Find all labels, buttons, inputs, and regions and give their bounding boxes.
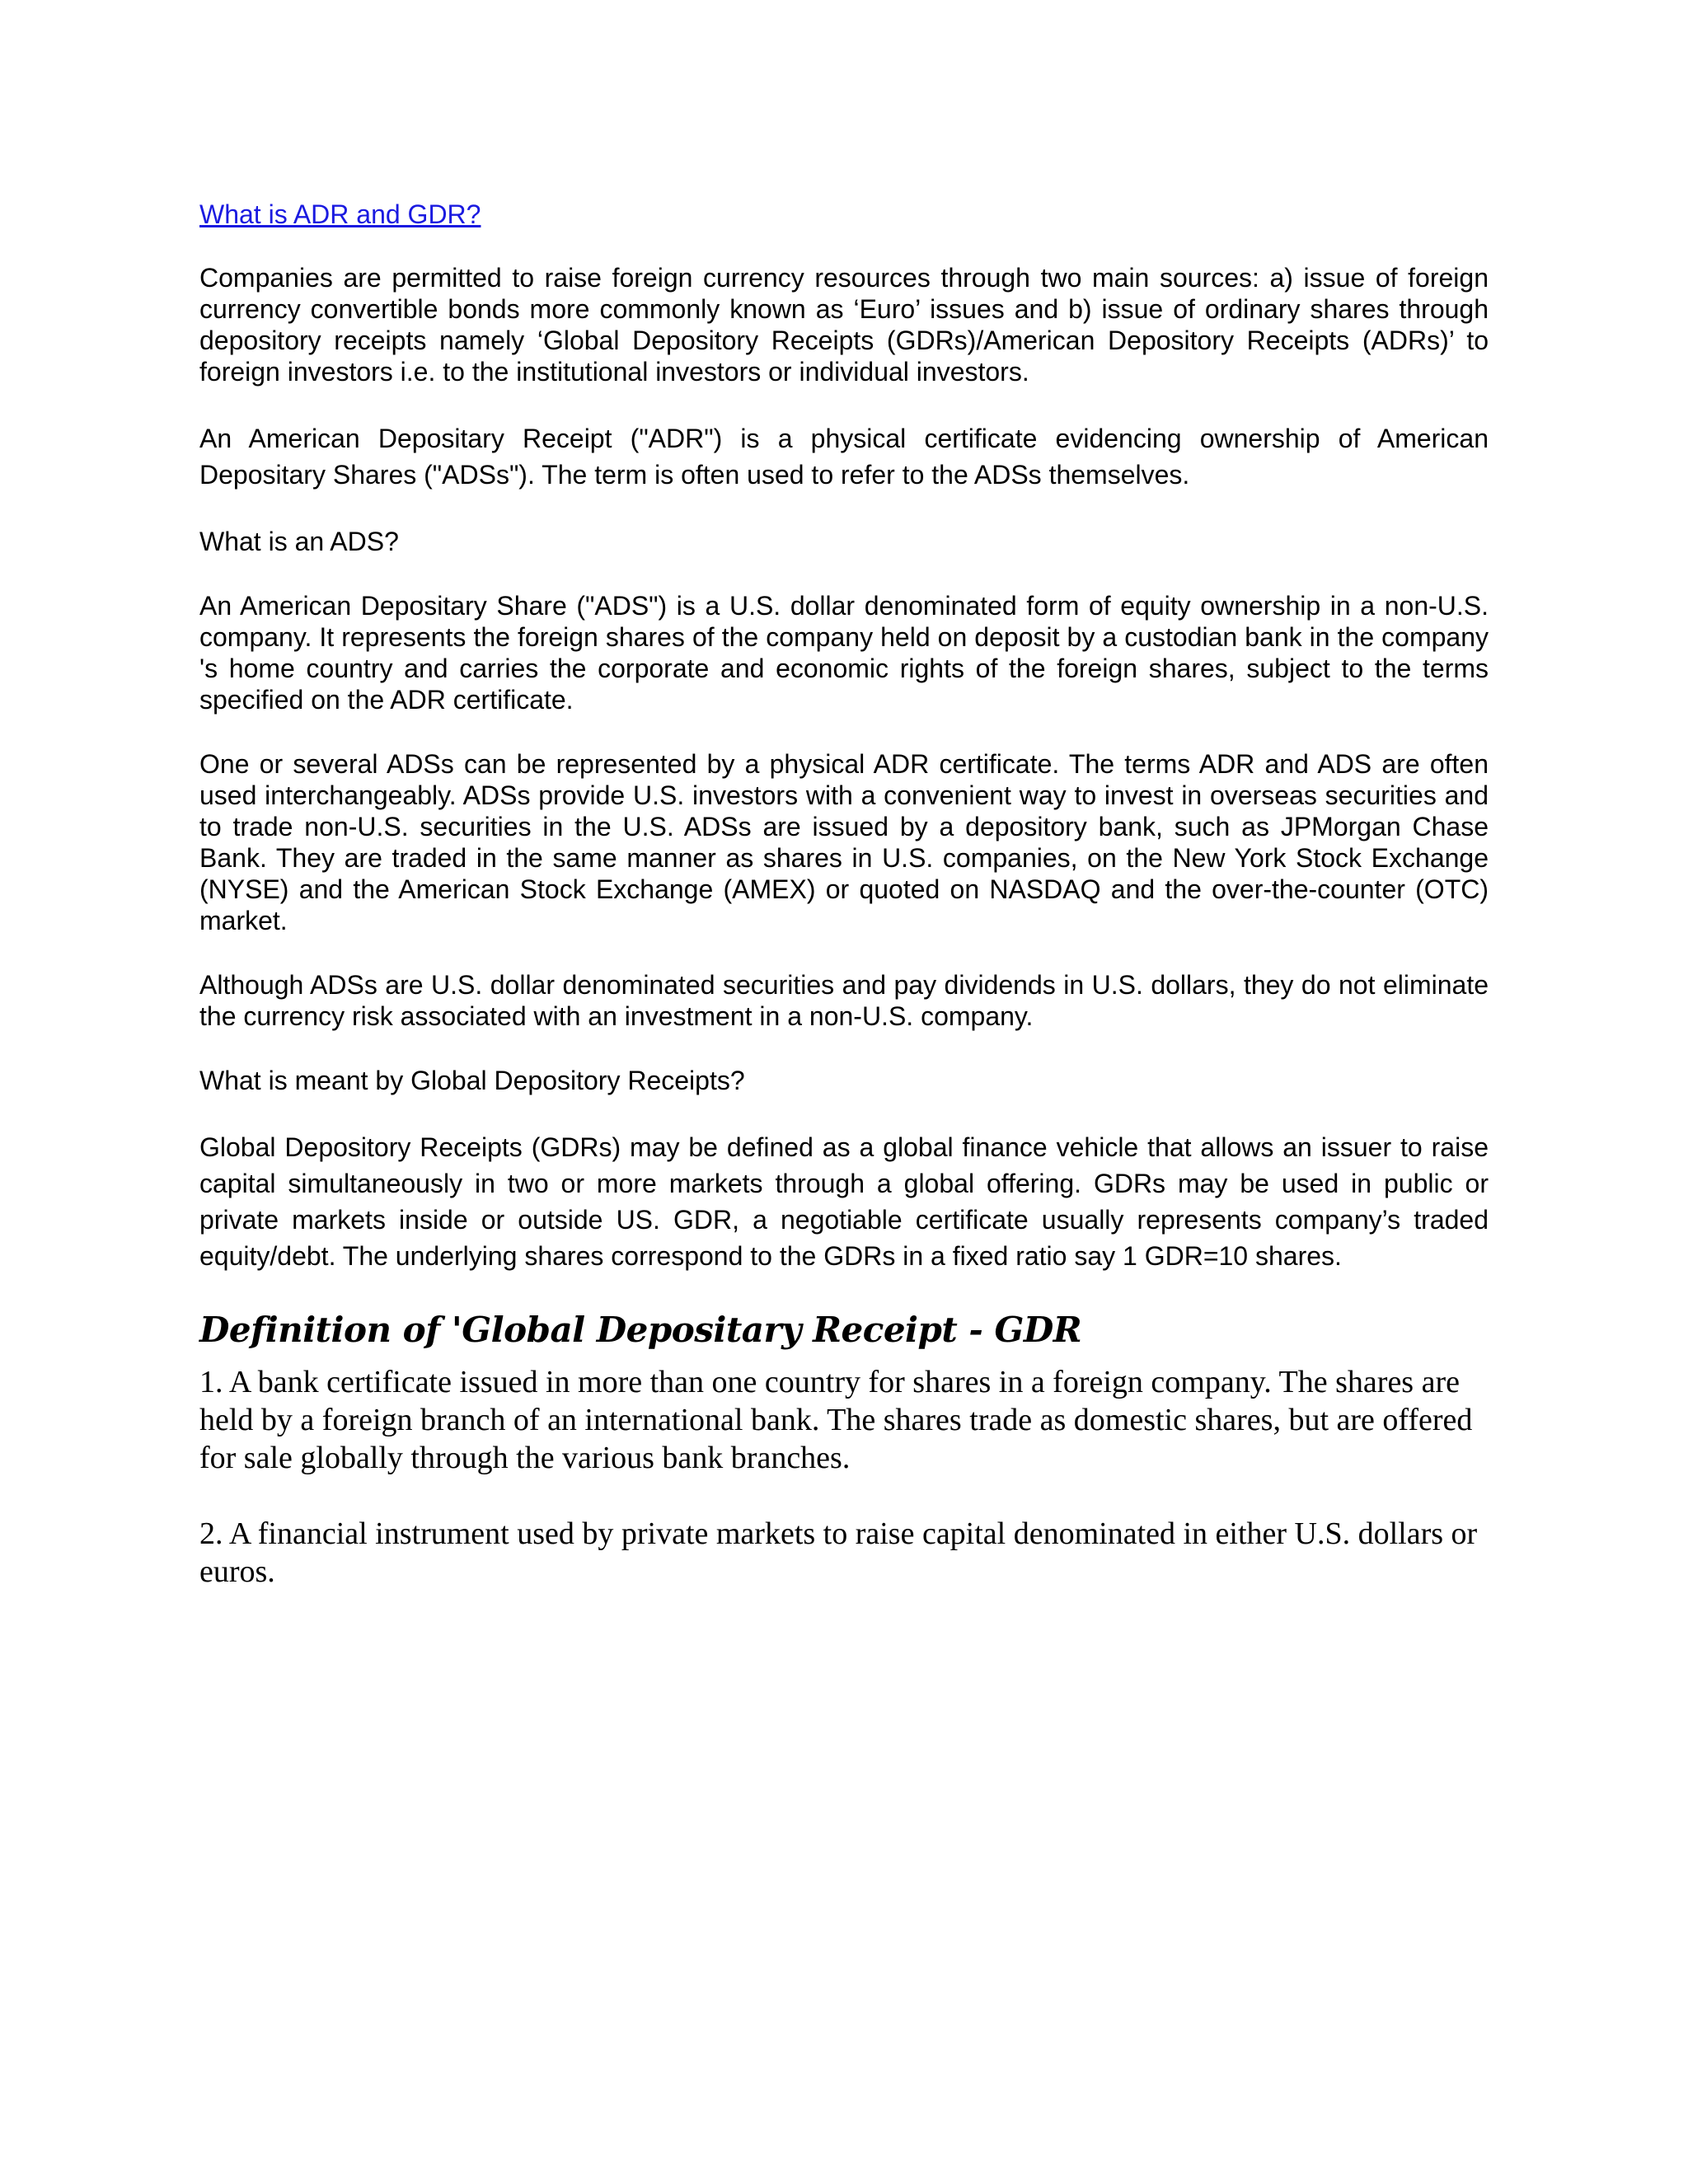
- definition-heading: Definition of 'Global Depositary Receipt - GDR: [199, 1310, 1082, 1350]
- definition-item-1: 1. A bank certificate issued in more than one country for shares in a foreign company. The shares are held by a foreign branch of an international bank. The shares trade as domestic shares, but are offered for sale globally through the various bank branches.: [199, 1365, 1473, 1475]
- document-page: [199, 198, 1489, 1629]
- paragraph-adr-definition: An American Depositary Receipt ("ADR") is a physical certificate evidencing ownership of American Depositary Shares ("ADSs"). The term is often used to refer to the ADSs themselves.: [199, 424, 1489, 490]
- subheading-what-is-ads: What is an ADS?: [199, 527, 399, 556]
- paragraph-foreign-currency-sources: Companies are permitted to raise foreign currency resources through two main sources: a) issue of foreign currency convertible bonds more commonly known as ‘Euro’ issues and b) issue of ordinary shares through depository receipts namely ‘Global Depository Receipts (GDRs)/American Depository Receipts (ADRs)’ to foreign investors i.e. to the institutional investors or individual investors.: [199, 263, 1489, 387]
- paragraph-currency-risk: Although ADSs are U.S. dollar denominated securities and pay dividends in U.S. dollars, they do not eliminate the currency risk associated with an investment in a non-U.S. company.: [199, 970, 1489, 1031]
- subheading-what-is-gdr: What is meant by Global Depository Receipts?: [199, 1066, 745, 1095]
- definition-item-2: 2. A financial instrument used by private markets to raise capital denominated in either U.S. dollars or euros.: [199, 1516, 1478, 1589]
- paragraph-ads-definition: An American Depositary Share ("ADS") is a U.S. dollar denominated form of equity ownership in a non-U.S. company. It represents the foreign shares of the company held on deposit by a custodian bank in the company 's home country and carries the corporate and economic rights of the foreign shares, subject to the terms specified on the ADR certificate.: [199, 591, 1489, 715]
- paragraph-gdr-definition: Global Depository Receipts (GDRs) may be defined as a global finance vehicle that allows an issuer to raise capital simultaneously in two or more markets through a global offering. GDRs may be used in public or private markets inside or outside US. GDR, a negotiable certificate usually represents company’s traded equity/debt. The underlying shares correspond to the GDRs in a fixed ratio say 1 GDR=10 shares.: [199, 1132, 1489, 1271]
- paragraph-ads-representation: One or several ADSs can be represented by a physical ADR certificate. The terms ADR and ADS are often used interchangeably. ADSs provide U.S. investors with a convenient way to invest in overseas securities and to trade non-U.S. securities in the U.S. ADSs are issued by a depository bank, such as JPMorgan Chase Bank. They are traded in the same manner as shares in U.S. companies, on the New York Stock Exchange (NYSE) and the American Stock Exchange (AMEX) or quoted on NASDAQ and the over-the-counter (OTC) market.: [199, 749, 1489, 935]
- title-link-adr-gdr[interactable]: What is ADR and GDR?: [199, 199, 481, 229]
